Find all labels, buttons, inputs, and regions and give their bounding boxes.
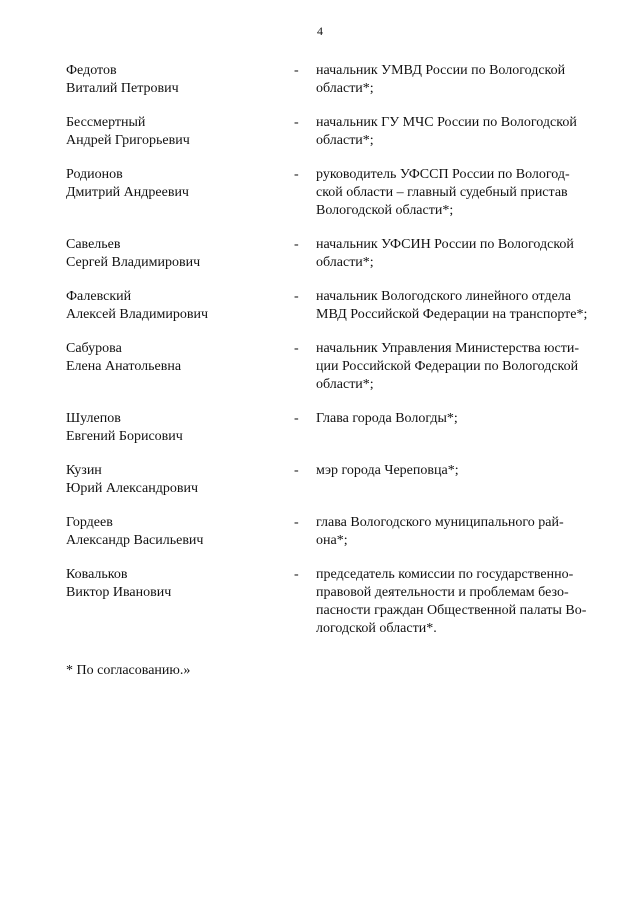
member-given-names: Елена Анатольевна bbox=[66, 359, 182, 374]
member-name bbox=[66, 566, 286, 602]
position-line: области*; bbox=[316, 255, 374, 270]
member-position bbox=[316, 340, 616, 394]
position-line: начальник УМВД России по Вологодской bbox=[316, 63, 566, 78]
member-surname: Кузин bbox=[66, 463, 102, 478]
member-surname: Фалевский bbox=[66, 289, 132, 304]
position-line: области*; bbox=[316, 133, 374, 148]
member-position bbox=[316, 236, 616, 272]
footnote: * По согласованию.» bbox=[66, 663, 191, 678]
position-line: начальник Управления Министерства юсти- bbox=[316, 341, 580, 356]
member-given-names: Сергей Владимирович bbox=[66, 255, 201, 270]
member-surname: Савельев bbox=[66, 237, 121, 252]
position-line: логодской области*. bbox=[316, 621, 437, 636]
member-name bbox=[66, 462, 286, 498]
position-line: ской области – главный судебный пристав bbox=[316, 185, 568, 200]
position-line: начальник УФСИН России по Вологодской bbox=[316, 237, 574, 252]
member-surname: Родионов bbox=[66, 167, 123, 182]
entry-dash: - bbox=[294, 167, 299, 182]
position-line: области*; bbox=[316, 81, 374, 96]
member-position bbox=[316, 462, 616, 480]
position-line: ции Российской Федерации по Вологодской bbox=[316, 359, 579, 374]
page-number: 4 bbox=[317, 24, 323, 38]
member-name bbox=[66, 236, 286, 272]
position-line: начальник Вологодского линейного отдела bbox=[316, 289, 571, 304]
member-given-names: Юрий Александрович bbox=[66, 481, 198, 496]
member-surname: Гордеев bbox=[66, 515, 113, 530]
entry-dash: - bbox=[294, 237, 299, 252]
member-position bbox=[316, 514, 616, 550]
member-surname: Бессмертный bbox=[66, 115, 146, 130]
member-given-names: Евгений Борисович bbox=[66, 429, 183, 444]
position-line: председатель комиссии по государственно- bbox=[316, 567, 574, 582]
entry-dash: - bbox=[294, 411, 299, 426]
position-line: пасности граждан Общественной палаты Во- bbox=[316, 603, 587, 618]
position-line: мэр города Череповца*; bbox=[316, 463, 459, 478]
position-line: она*; bbox=[316, 533, 348, 548]
member-position bbox=[316, 62, 616, 98]
entry-dash: - bbox=[294, 289, 299, 304]
entry-dash: - bbox=[294, 515, 299, 530]
position-line: Глава города Вологды*; bbox=[316, 411, 458, 426]
position-line: начальник ГУ МЧС России по Вологодской bbox=[316, 115, 577, 130]
member-given-names: Андрей Григорьевич bbox=[66, 133, 190, 148]
member-given-names: Алексей Владимирович bbox=[66, 307, 209, 322]
member-given-names: Александр Васильевич bbox=[66, 533, 204, 548]
member-name bbox=[66, 62, 286, 98]
member-surname: Федотов bbox=[66, 63, 117, 78]
entry-dash: - bbox=[294, 567, 299, 582]
position-line: руководитель УФССП России по Вологод- bbox=[316, 167, 570, 182]
position-line: правовой деятельности и проблемам безо- bbox=[316, 585, 569, 600]
member-name bbox=[66, 410, 286, 446]
member-name bbox=[66, 514, 286, 550]
position-line: Вологодской области*; bbox=[316, 203, 454, 218]
entry-dash: - bbox=[294, 115, 299, 130]
member-name bbox=[66, 340, 286, 376]
member-position bbox=[316, 288, 616, 324]
member-surname: Шулепов bbox=[66, 411, 121, 426]
position-line: глава Вологодского муниципального рай- bbox=[316, 515, 564, 530]
member-name bbox=[66, 114, 286, 150]
member-position bbox=[316, 410, 616, 428]
entry-dash: - bbox=[294, 63, 299, 78]
position-line: области*; bbox=[316, 377, 374, 392]
member-position bbox=[316, 114, 616, 150]
position-line: МВД Российской Федерации на транспорте*; bbox=[316, 307, 588, 322]
member-position bbox=[316, 566, 616, 638]
member-given-names: Виктор Иванович bbox=[66, 585, 172, 600]
entry-dash: - bbox=[294, 341, 299, 356]
member-position bbox=[316, 166, 616, 220]
member-name bbox=[66, 166, 286, 202]
member-given-names: Виталий Петрович bbox=[66, 81, 179, 96]
member-surname: Сабурова bbox=[66, 341, 122, 356]
entry-dash: - bbox=[294, 463, 299, 478]
member-name bbox=[66, 288, 286, 324]
member-given-names: Дмитрий Андреевич bbox=[66, 185, 189, 200]
member-surname: Ковальков bbox=[66, 567, 128, 582]
